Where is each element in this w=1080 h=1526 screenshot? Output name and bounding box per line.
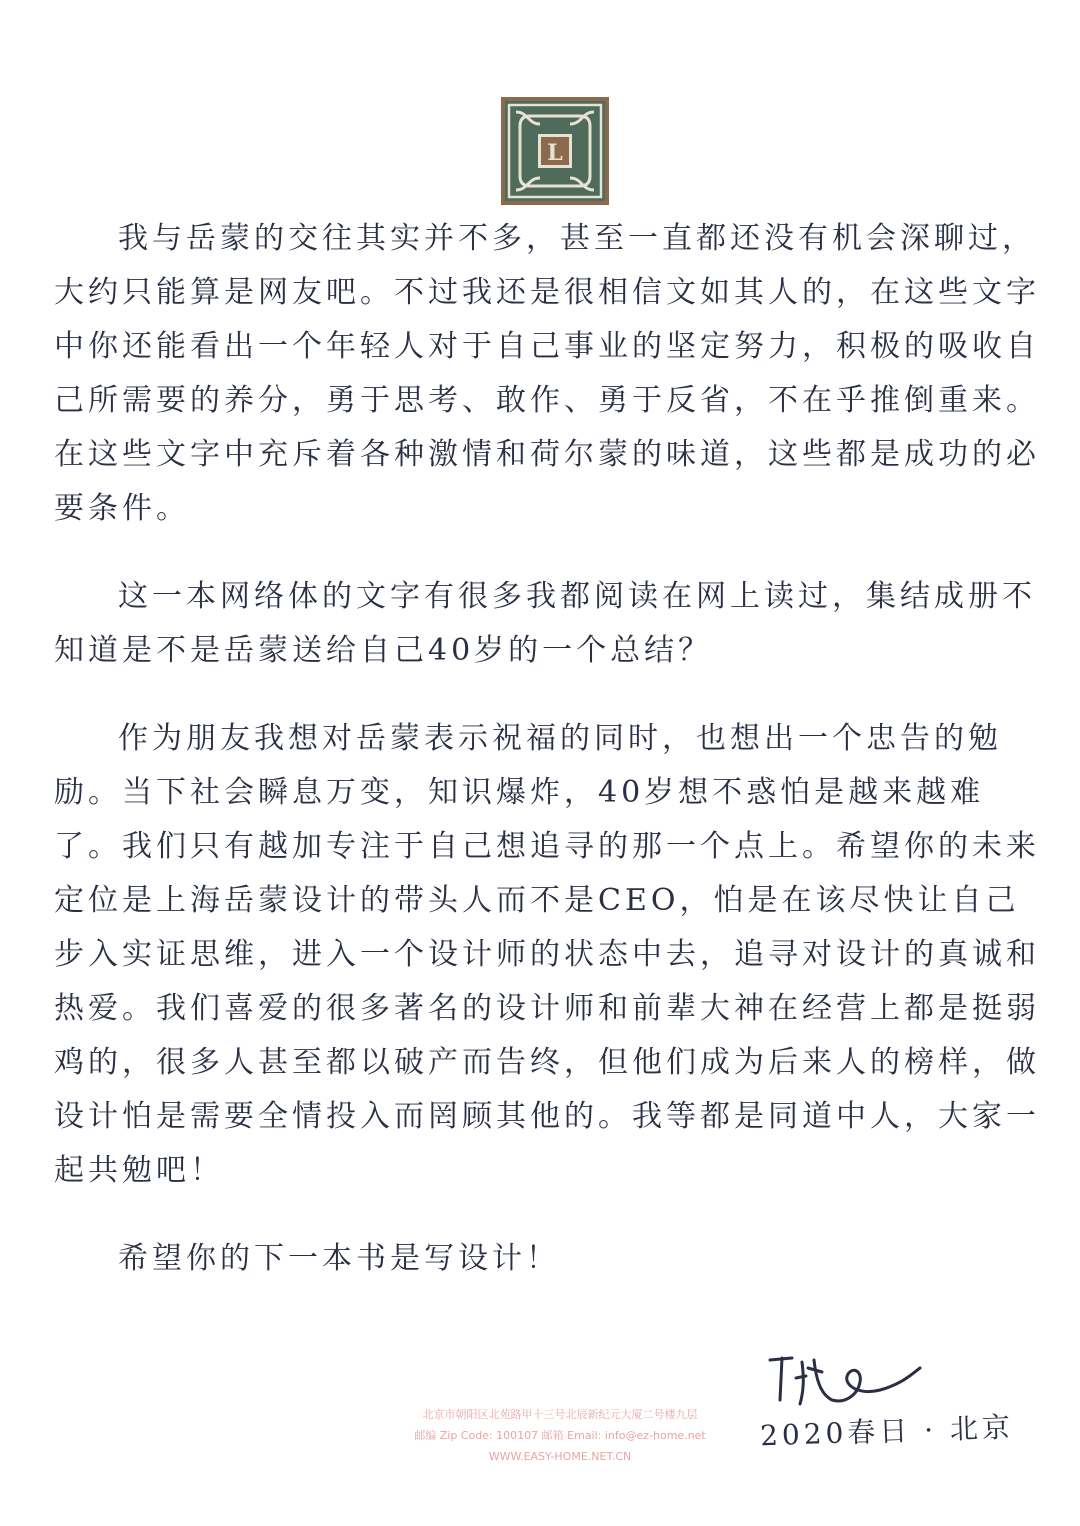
footer-contact: 邮编 Zip Code: 100107 邮箱 Email: info@ez-home.net	[414, 1429, 706, 1442]
letterhead-logo	[500, 96, 610, 206]
letter-body	[54, 212, 1044, 1286]
signature-date-place: 2020春日 · 北京	[759, 1410, 1015, 1453]
footer-website: WWW.EASY-HOME.NET.CN	[488, 1450, 632, 1463]
letter-paragraph: 作为朋友我想对岳蒙表示祝福的同时，也想出一个忠告的勉励。当下社会瞬息万变，知识爆炸，40岁想不惑怕是越来越难了。我们只有越加专注于自己想追寻的那一个点上。希望你的未来定位是上海岳蒙设计的带头人而不是CEO，怕是在该尽快让自己步入实证思维，进入一个设计师的状态中去，追寻对设计的真诚和热爱。我们喜爱的很多著名的设计师和前辈大神在经营上都是挺弱鸡的，很多人甚至都以破产而告终，但他们成为后来人的榜样，做设计怕是需要全情投入而罔顾其他的。我等都是同道中人，大家一起共勉吧！	[54, 721, 1040, 1188]
handwritten-signature	[762, 1338, 942, 1418]
letter-paragraph: 这一本网络体的文字有很多我都阅读在网上读过，集结成册不知道是不是岳蒙送给自己40岁的一个总结？	[54, 579, 1036, 668]
logo-emblem-icon	[500, 96, 610, 206]
letter-closing: 希望你的下一本书是写设计！	[118, 1241, 560, 1276]
logo-letter: L	[547, 140, 563, 166]
footer	[360, 1404, 760, 1467]
footer-address: 北京市朝阳区北苑路甲十三号北辰新纪元大厦二号楼九层	[422, 1408, 698, 1421]
letter-paragraph: 我与岳蒙的交往其实并不多，甚至一直都还没有机会深聊过，大约只能算是网友吧。不过我还是很相信文如其人的，在这些文字中你还能看出一个年轻人对于自己事业的坚定努力，积极的吸收自己所需要的养分，勇于思考、敢作、勇于反省，不在乎推倒重来。在这些文字中充斥着各种激情和荷尔蒙的味道，这些都是成功的必要条件。	[54, 221, 1040, 526]
signature-block	[752, 1338, 1052, 1468]
